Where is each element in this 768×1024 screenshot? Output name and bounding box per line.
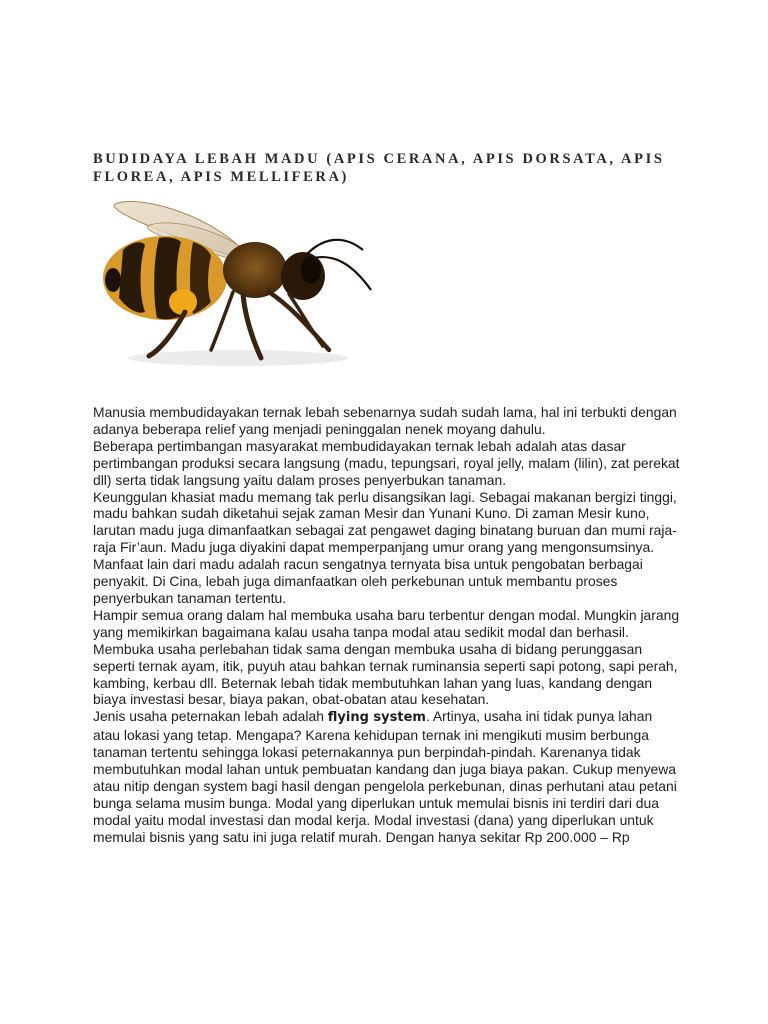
paragraph [93,708,683,845]
paragraph: Manusia membudidayakan ternak lebah sebenarnya sudah sudah lama, hal ini terbukti dengan adanya beberapa relief yang menjadi peninggalan nenek moyang dahulu. [93,404,677,437]
bee-illustration [93,190,383,380]
paragraph-text: Jenis usaha peternakan lebah adalah [93,708,328,725]
paragraph: Keunggulan khasiat madu memang tak perlu disangsikan lagi. Sebagai makanan bergizi tinggi, madu bahkan sudah diketahui sejak zaman Mesir dan Yunani Kuno. Di zaman Mesir kuno, larutan madu juga dimanfaatkan sebagai zat pengawet daging binatang buruan dan mumi raja-raja Fir’aun. Madu juga diyakini dapat memperpanjang umur orang yang mengonsumsinya. Manfaat lain dari madu adalah racun sengatnya ternyata bisa untuk pengobatan berbagai penyakit. Di Cina, lebah juga dimanfaatkan oleh perkebunan untuk membantu proses penyerbukan tanaman tertentu. [93,488,677,606]
paragraph-text: . Artinya, usaha ini tidak punya lahan atau lokasi yang tetap. Mengapa? Karena kehidupan ternak ini mengikuti musim berbunga tanaman tertentu sehingga lokasi peternakannya pun berpindah-pindah. Karenanya tidak membutuhkan modal lahan untuk pembuatan kandang dan juga biaya pakan. Cukup menyewa atau nitip dengan system bagi hasil dengan pengelola perkebunan, dinas perhutani atau petani bunga selama musim bunga. Modal yang diperlukan untuk memulai bisnis ini terdiri dari dua modal yaitu modal investasi dan modal kerja. Modal investasi (dana) yang diperlukan untuk memulai bisnis yang satu ini juga relatif murah. Dengan hanya sekitar Rp 200.000 – Rp [93,708,677,845]
document-title: BUDIDAYA LEBAH MADU (APIS CERANA, APIS DORSATA, APIS FLOREA, APIS MELLIFERA) [93,151,665,185]
bee-photo [93,190,383,380]
document-body [93,404,683,846]
highlighted-term: flying system [327,710,426,726]
paragraph: Hampir semua orang dalam hal membuka usaha baru terbentur dengan modal. Mungkin jarang yang memikirkan bagaimana kalau usaha tanpa modal atau sedikit modal dan berhasil. Membuka usaha perlebahan tidak sama dengan membuka usaha di bidang perunggasan seperti ternak ayam, itik, puyuh atau bahkan ternak ruminansia seperti sapi potong, sapi perah, kambing, kerbau dll. Beternak lebah tidak membutuhkan lahan yang luas, kandang dengan biaya investasi besar, biaya pakan, obat-obatan atau kesehatan. [93,606,680,708]
paragraph: Beberapa pertimbangan masyarakat membudidayakan ternak lebah adalah atas dasar pertimbangan produksi secara langsung (madu, tepungsari, royal jelly, malam (lilin), zat perekat dll) serta tidak langsung yaitu dalam proses penyerbukan tanaman. [93,437,680,488]
